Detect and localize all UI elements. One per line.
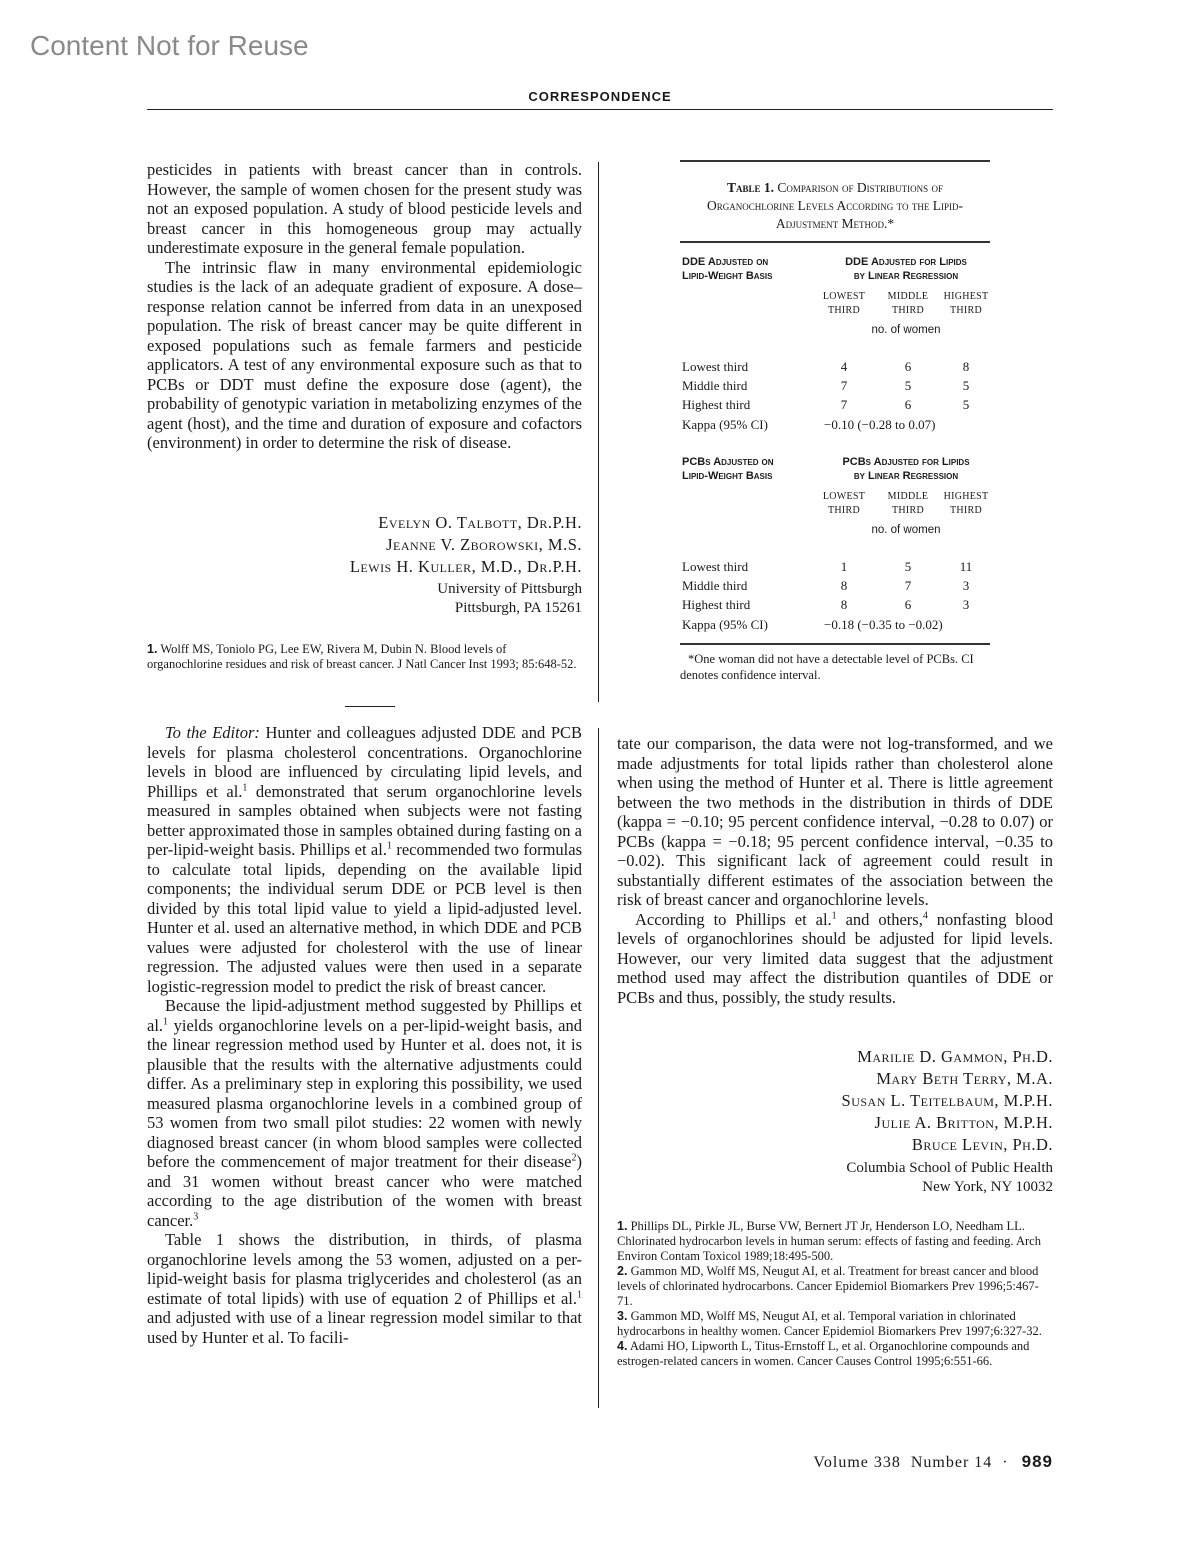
table-section-dde <box>680 243 990 443</box>
letter2-right-body <box>617 734 1053 1007</box>
author-affiliation: New York, NY 10032 <box>922 1179 1053 1195</box>
table-column-header: DDE Adjusted for Lipids by Linear Regression <box>845 256 967 282</box>
section-header: CORRESPONDENCE <box>528 89 672 104</box>
author-name: Mary Beth Terry, M.A. <box>876 1069 1053 1088</box>
table-third-header: MIDDLE THIRD <box>887 291 929 316</box>
reference-item: 4. Adami HO, Lipworth L, Titus-Ernstoff L, et al. Organochlorine compounds and estrogen-related cancers in women. Cancer Causes Control 1995;6:551-66. <box>617 1339 1030 1368</box>
table-third-header: HIGHEST THIRD <box>943 491 989 516</box>
column-divider-top <box>598 162 599 702</box>
reference-item: 2. Gammon MD, Wolff MS, Neugut AI, et al. Treatment for breast cancer and blood levels of chlorinated hydrocarbons. Cancer Epidemiol Biomarkers Prev 1996;5:467-71. <box>617 1264 1039 1308</box>
table-footnote: *One woman did not have a detectable level of PCBs. CI denotes confidence interval. <box>680 652 974 682</box>
letter1-paragraph: The intrinsic flaw in many environmental epidemiologic studies is the lack of an adequate gradient of exposure. A dose–response relation cannot be inferred from data in an unexposed population. The risk of breast cancer may be quite different in exposed populations such as female farmers and pesticide applicators. A test of any environmental exposure such as that to PCBs or DDT must define the exposure dose (agent), the probability of genotypic variation in metabolizing enzymes of the agent (host), and the time and duration of exposure and cofactors (environment) in order to determine the risk of disease. <box>147 257 582 452</box>
letter-separator <box>345 706 395 707</box>
letter1-body <box>147 160 582 453</box>
table-unit-label: no. of women <box>871 524 941 536</box>
table-unit-label: no. of women <box>871 324 941 336</box>
watermark-text: Content Not for Reuse <box>30 30 309 61</box>
table-kappa-row: Kappa (95% CI) −0.10 (−0.28 to 0.07) <box>682 417 936 432</box>
table-column-header: PCBs Adjusted for Lipids by Linear Regression <box>842 456 970 482</box>
table-title: Table 1. Comparison of Distributions of Organochlorine Levels According to the Lipid-Adjustment Method.* <box>707 180 963 231</box>
author-name: Susan L. Teitelbaum, M.P.H. <box>841 1091 1053 1110</box>
letter2-paragraph: According to Phillips et al.$^1$ and others,$^4$ nonfasting blood levels of organochlorines should be adjusted for lipid levels. However, our very limited data suggest that the adjustment method used may affect the distribution quantiles of DDE or PCBs and thus, possibly, the study results. <box>617 909 1053 1007</box>
table-row-header: DDE Adjusted on Lipid-Weight Basis <box>682 256 773 282</box>
table-row: Middle third 8 7 3 <box>682 578 970 593</box>
table-1 <box>680 160 990 683</box>
table-third-header: LOWEST THIRD <box>822 291 866 316</box>
footer-separator: · <box>1002 1454 1009 1471</box>
table-third-header: MIDDLE THIRD <box>887 491 929 516</box>
table-row: Lowest third 4 6 8 <box>682 359 970 374</box>
table-row: Middle third 7 5 5 <box>682 378 970 393</box>
letter2-paragraph: tate our comparison, the data were not log-transformed, and we made adjustments for total lipids rather than cholesterol alone when using the method of Hunter et al. There is little agreement between the two methods in the distribution in thirds of DDE (kappa = −0.10; 95 percent confidence interval, −0.28 to 0.07) or PCBs (kappa = −0.18; 95 percent confidence interval, −0.35 to −0.02). This significant lack of agreement could result in substantially different estimates of the association between the risk of breast cancer and organochlorine levels. <box>617 734 1053 909</box>
letter2-signature <box>720 1046 1053 1197</box>
author-affiliation: Columbia School of Public Health <box>846 1160 1053 1176</box>
page-number: 989 <box>1021 1452 1053 1471</box>
table-third-header: LOWEST THIRD <box>822 491 866 516</box>
column-divider-bottom <box>598 728 599 1408</box>
table-row: Highest third 7 6 5 <box>682 397 970 412</box>
table-third-header: HIGHEST THIRD <box>943 291 989 316</box>
author-name: Jeanne V. Zborowski, M.S. <box>386 535 582 554</box>
letter1-references <box>147 642 582 672</box>
author-name: Evelyn O. Talbott, Dr.P.H. <box>378 513 582 532</box>
letter2-paragraph: Table 1 shows the distribution, in thirds, of plasma organochlorine levels among the 53 women, adjusted on a per-lipid-weight basis for plasma triglycerides and cholesterol (as an estimate of total lipids) with use of equation 2 of Phillips et al.$^1$ and adjusted with use of a linear regression model similar to that used by Hunter et al. To facili- <box>147 1230 582 1347</box>
author-name: Bruce Levin, Ph.D. <box>911 1135 1053 1154</box>
author-name: Marilie D. Gammon, Ph.D. <box>857 1047 1053 1066</box>
letter2-paragraph: Because the lipid-adjustment method suggested by Phillips et al.$^1$ yields organochlorine levels on a per-lipid-weight basis, and the linear regression method used by Hunter et al. does not, it is plausible that the results with the alternative adjustments could differ. As a preliminary step in exploring this possibility, we used measured plasma organochlorine levels in a combined group of 53 women from two small pilot studies: 22 women with newly diagnosed breast cancer (in whom blood samples were collected before the commencement of major treatment for their disease$^2$) and 31 women without breast cancer who were matched according to the age distribution of the women with breast cancer.$^3$ <box>147 996 582 1230</box>
table-section-pcbs <box>680 443 990 643</box>
author-name: Julie A. Britton, M.P.H. <box>874 1113 1053 1132</box>
reference-item: 1. Phillips DL, Pirkle JL, Burse VW, Bernert JT Jr, Henderson LO, Needham LL. Chlorinated hydrocarbon levels in human serum: effects of fasting and feeding. Arch Environ Contam Toxicol 1989;18:495-500. <box>617 1219 1041 1263</box>
page-footer <box>700 1452 1053 1472</box>
letter2-paragraph: To the Editor: Hunter and colleagues adjusted DDE and PCB levels for plasma cholesterol concentrations. Organochlorine levels in blood are influenced by circulating lipid levels, and Phillips et al.$^1$ demonstrated that serum organochlorine levels measured in samples obtained when subjects were not fasting better approximated those in samples obtained during fasting on a per-lipid-weight basis. Phillips et al.$^1$ recommended two formulas to calculate total lipids, depending on the available lipid components; the individual serum DDE or PCB level is then divided by this total lipid value to yield a lipid-adjusted level. Hunter et al. used an alternative method, in which DDE and PCB values were adjusted for cholesterol with the use of linear regression. The adjusted values were then used in a separate logistic-regression model to predict the risk of breast cancer. <box>147 723 583 996</box>
letter1-paragraph: pesticides in patients with breast cancer than in controls. However, the sample of women chosen for the present study was not an exposed population. A study of blood pesticide levels and breast cancer in this homogeneous group may actually underestimate exposure in the general female population. <box>147 160 582 257</box>
header-rule <box>147 109 1053 110</box>
reference-item: 1. Wolff MS, Toniolo PG, Lee EW, Rivera M, Dubin N. Blood levels of organochlorine residues and risk of breast cancer. J Natl Cancer Inst 1993; 85:648-52. <box>147 642 577 671</box>
table-row: Highest third 8 6 3 <box>682 597 970 612</box>
table-kappa-row: Kappa (95% CI) −0.18 (−0.35 to −0.02) <box>682 617 943 632</box>
letter2-references <box>617 1219 1053 1369</box>
author-name: Lewis H. Kuller, M.D., Dr.P.H. <box>349 557 582 576</box>
table-row: Lowest third 1 5 11 <box>682 559 973 574</box>
author-affiliation: Pittsburgh, PA 15261 <box>454 600 582 616</box>
author-affiliation: University of Pittsburgh <box>437 581 582 597</box>
issue-label: Number 14 <box>910 1454 993 1471</box>
letter1-signature <box>280 512 582 618</box>
table-row-header: PCBs Adjusted on Lipid-Weight Basis <box>682 456 774 482</box>
reference-item: 3. Gammon MD, Wolff MS, Neugut AI, et al. Temporal variation in chlorinated hydrocarbons in healthy women. Cancer Epidemiol Biomarkers Prev 1997;6:327-32. <box>617 1309 1042 1338</box>
letter2-left-body <box>147 723 582 1347</box>
volume-label: Volume 338 <box>813 1454 901 1471</box>
